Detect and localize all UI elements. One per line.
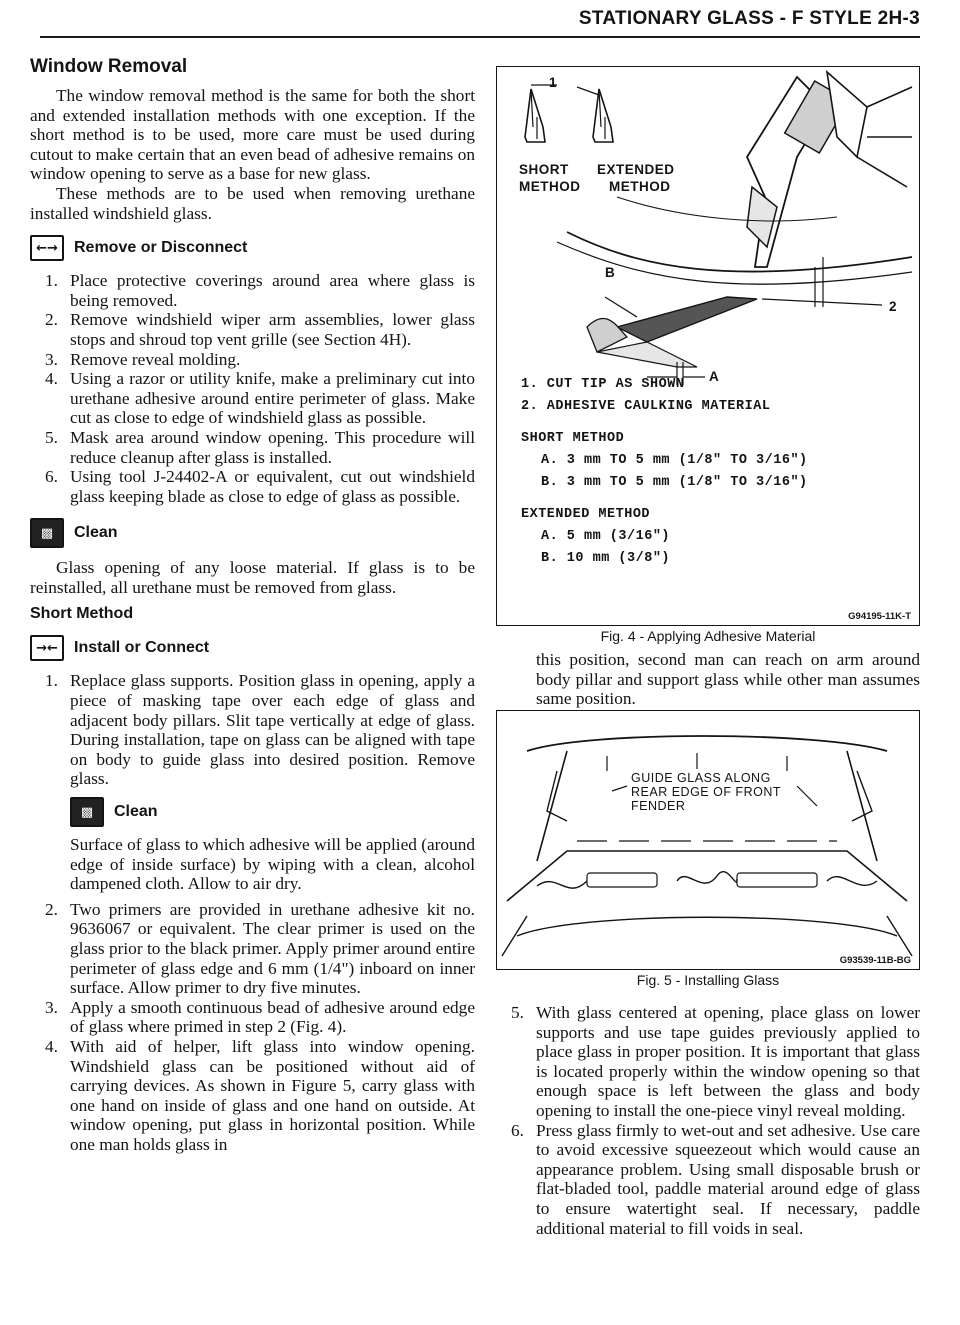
figure-4-box xyxy=(496,66,920,626)
install-connect-heading xyxy=(30,635,475,661)
list-item: 2. Two primers are provided in urethane adhesive kit no. 9636067 or equivalent. The clear primer is used on the glass prior to the black primer. Apply primer around entire perimeter of glass edge and 6 mm (1/4") inboard on inner surface. Allow primer to dry five minutes. xyxy=(45,899,475,998)
legend-item: 1. CUT TIP AS SHOWN xyxy=(521,377,685,392)
figure-4-code: G94195-11K-T xyxy=(848,611,911,622)
list-item: 2. Remove windshield wiper arm assemblies, lower glass stops and shroud top vent grille (see Section 4H). xyxy=(45,310,475,349)
adhesive-application-illustration xyxy=(497,67,918,417)
intro-paragraph-1: The window removal method is the same for both the short and extended installation methods with one exception. If the short method is to be used, more care must be used during cutout to make certain that an even bead of adhesive remains on window opening to serve as a base for new glass. xyxy=(30,86,475,184)
remove-disconnect-heading xyxy=(30,235,475,261)
list-item: 6. Using tool J-24402-A or equivalent, cut out windshield glass keeping blade as close to edge of glass as possible. xyxy=(45,467,475,506)
list-item: 5. With glass centered at opening, place glass on lower supports and use tape guides previously applied to place glass in proper position. It is important that glass is located properly within the window opening so that enough space is left between the glass and body opening to install the one-piece vinyl reveal molding. xyxy=(511,1003,920,1120)
remove-disconnect-label: Remove or Disconnect xyxy=(74,239,248,257)
figure-5-code: G93539-11B-BG xyxy=(839,955,911,966)
label-short: SHORT xyxy=(519,162,569,177)
list-item: 6. Press glass firmly to wet-out and set adhesive. Use care to avoid excessive squeezeout which would cause an appearance problem. Using small disposable brush or flat-bladed tool, paddle material around edge of glass to ensure watertight seal. If necessary, paddle additional material to fill voids in seal. xyxy=(511,1120,920,1238)
install-steps-list xyxy=(30,671,475,789)
clean-label: Clean xyxy=(74,524,118,542)
list-item: 5. Mask area around window opening. This procedure will reduce cleanup after glass is installed. xyxy=(45,427,475,467)
fig5-callout: GUIDE GLASS ALONG REAR EDGE OF FRONT FENDER xyxy=(631,771,781,813)
callout-a: A xyxy=(709,369,720,384)
callout-2: 2 xyxy=(889,299,898,314)
sub-clean-heading xyxy=(70,797,475,827)
legend-item: B. 3 mm TO 5 mm (1/8" TO 3/16") xyxy=(541,475,808,490)
legend-item: A. 5 mm (3/16") xyxy=(541,529,671,544)
legend-item: 2. ADHESIVE CAULKING MATERIAL xyxy=(521,399,771,414)
cleaning-icon: ▩ xyxy=(70,797,104,827)
legend-item: EXTENDED METHOD xyxy=(521,507,651,522)
label-extended: EXTENDED xyxy=(597,162,675,177)
install-connect-label: Install or Connect xyxy=(74,639,210,657)
legend-item: A. 3 mm TO 5 mm (1/8" TO 3/16") xyxy=(541,453,808,468)
label-method-short: METHOD xyxy=(519,179,581,194)
list-item: 1. Replace glass supports. Position glass in opening, apply a piece of masking tape over each edge of glass and adjacent body pillars. Slit tape vertically at edge of glass. During installation, tape on glass can be aligned with tape on body to guide glass into desired position. Remove glass. xyxy=(45,671,475,789)
installing-glass-illustration xyxy=(497,711,918,967)
continued-paragraph: this position, second man can reach on arm around body pillar and support glass while other man assumes same position. xyxy=(536,650,920,709)
right-column-text-top xyxy=(496,650,920,709)
clean-heading xyxy=(30,518,475,548)
callout-1: 1 xyxy=(549,75,558,90)
section-title-window-removal: Window Removal xyxy=(30,56,188,77)
list-item: 1. Place protective coverings around area where glass is being removed. xyxy=(45,271,475,310)
cleaning-icon: ▩ xyxy=(30,518,64,548)
header-rule xyxy=(40,36,920,38)
clean-paragraph: Glass opening of any loose material. If glass is to be reinstalled, all urethane must be removed from glass. xyxy=(30,558,475,597)
final-steps-list xyxy=(496,1003,920,1238)
list-item: 3. Apply a smooth continuous bead of adhesive around edge of glass where primed in step 2 (Fig. 4). xyxy=(45,997,475,1037)
legend-item: B. 10 mm (3/8") xyxy=(541,551,671,566)
callout-b: B xyxy=(605,265,616,280)
list-item: 4. With aid of helper, lift glass into window opening. Windshield glass can be positioned without aid of carrying devices. As shown in Figure 5, carry glass with one hand on inside of glass and one hand on outside. At window opening, put glass in horizontal position. While one man holds glass in xyxy=(45,1036,475,1154)
list-item: 3. Remove reveal molding. xyxy=(45,349,241,369)
page-header: STATIONARY GLASS - F STYLE 2H-3 xyxy=(578,8,920,29)
remove-arrows-icon: ←→ xyxy=(30,235,64,261)
sub-clean-label: Clean xyxy=(114,803,158,821)
remove-steps-list xyxy=(30,271,475,506)
install-arrows-icon: →← xyxy=(30,635,64,661)
install-steps-list-continued xyxy=(30,900,475,1155)
sub-clean-paragraph: Surface of glass to which adhesive will be applied (around edge of inside surface) by wiping with a clean, alcohol dampened cloth. Allow to air dry. xyxy=(70,835,475,894)
figure-5-caption: Fig. 5 - Installing Glass xyxy=(636,972,780,988)
figure-4-caption: Fig. 4 - Applying Adhesive Material xyxy=(600,628,816,644)
list-item: 4. Using a razor or utility knife, make a preliminary cut into urethane adhesive around entire perimeter of glass. Make cut as close to edge of windshield glass as possible. xyxy=(45,369,475,428)
right-column-steps xyxy=(496,1003,920,1238)
legend-item: SHORT METHOD xyxy=(521,431,625,446)
figure-5-box xyxy=(496,710,920,970)
short-method-heading: Short Method xyxy=(30,605,134,623)
left-column xyxy=(30,56,475,1155)
sub-clean-block xyxy=(70,797,475,894)
label-method-extended: METHOD xyxy=(609,179,671,194)
intro-paragraph-2: These methods are to be used when removing urethane installed windshield glass. xyxy=(30,183,475,223)
